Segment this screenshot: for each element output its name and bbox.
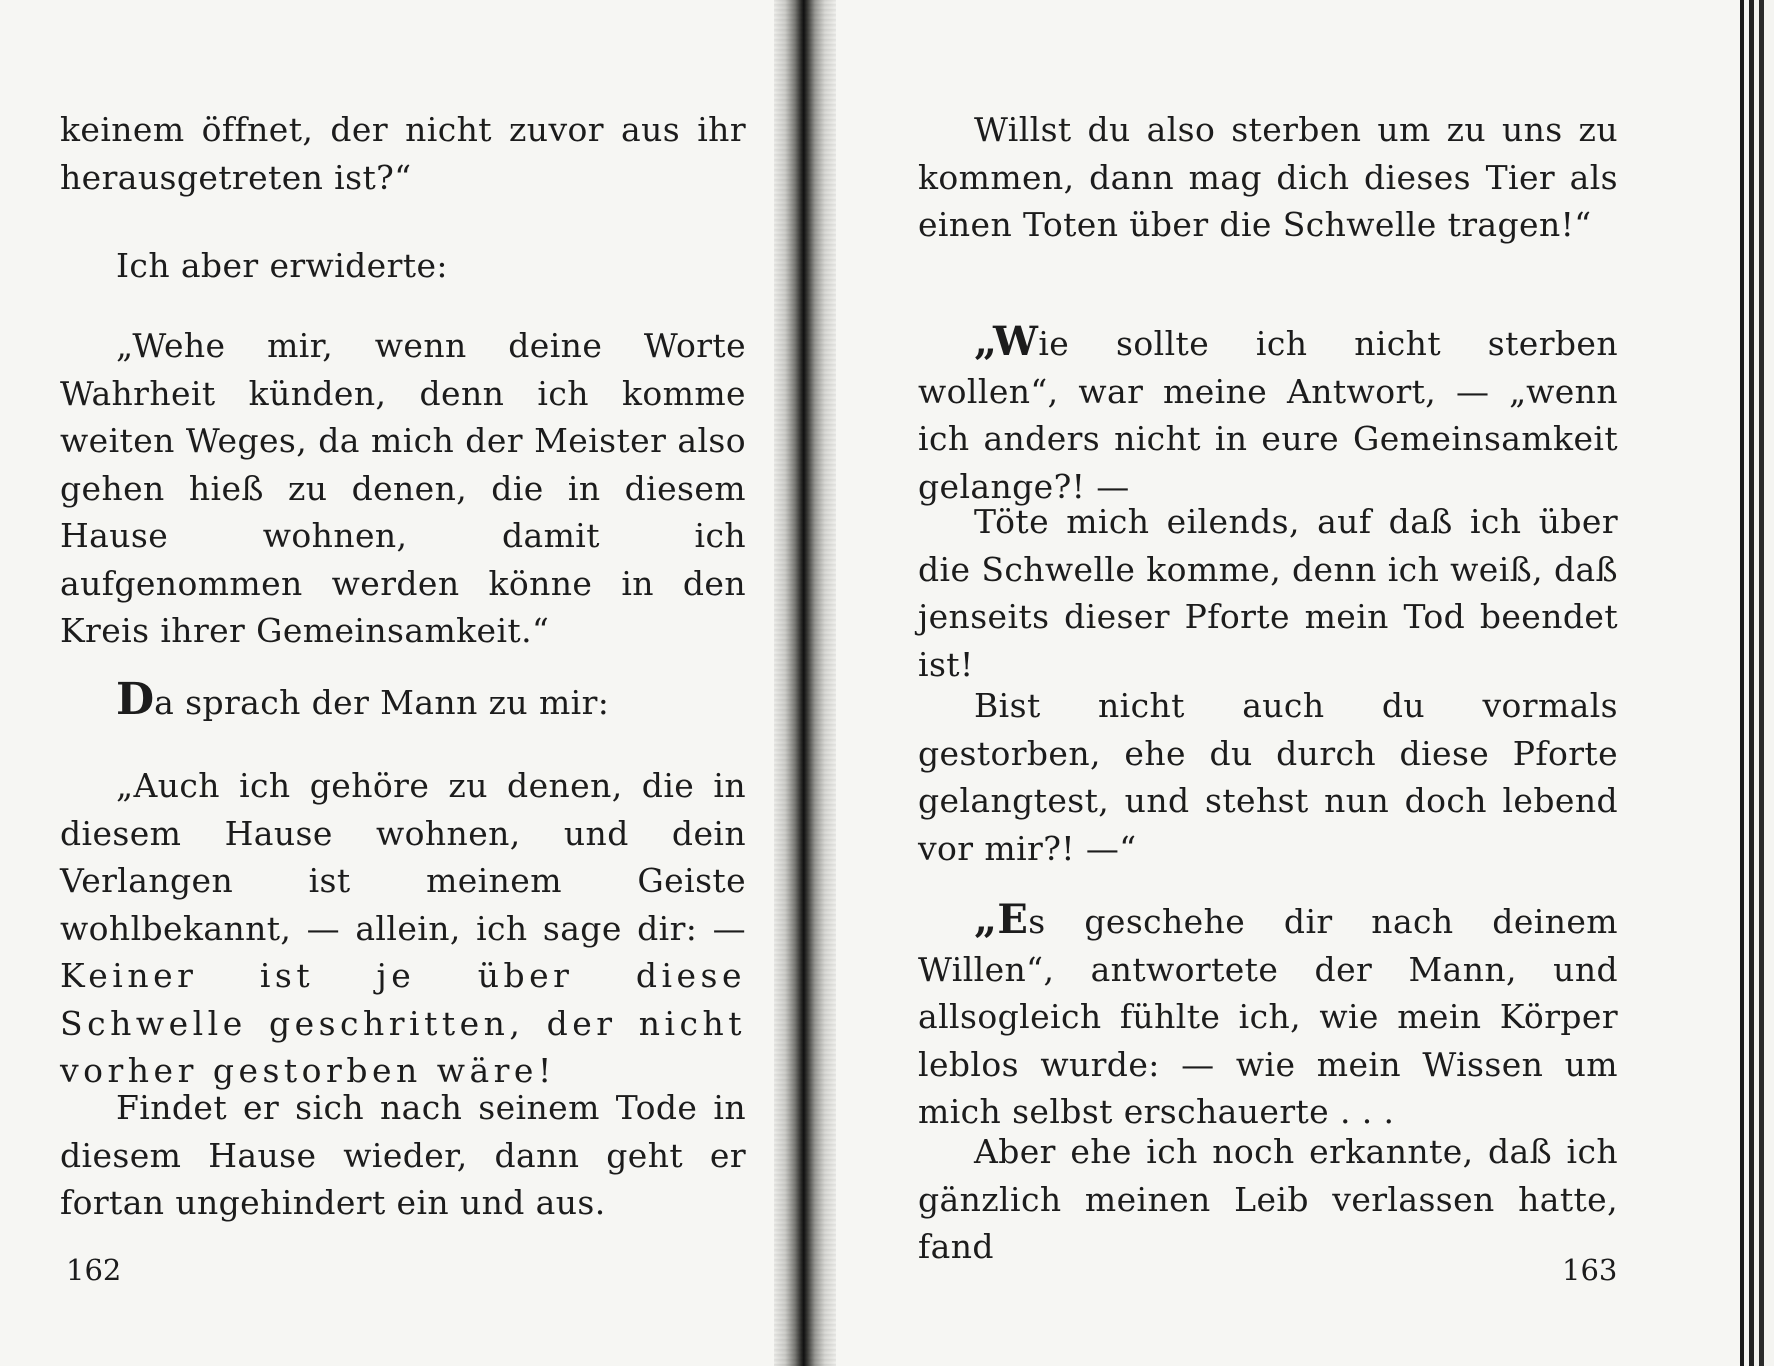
left-paragraph-3: „Wehe mir, wenn deine Worte Wahrheit künden, denn ich komme weiten Weges, da mich der Meister also gehen hieß zu denen, die in diesem Hause wohnen, damit ich aufgenommen werden könne in den Kreis ihrer Gemeinsamkeit.“ bbox=[60, 326, 746, 650]
right-paragraph-2-text: ie sollte ich nicht sterben wollen“, war meine Antwort, — „wenn ich anders nicht in eure Gemeinsamkeit gelange?! — bbox=[918, 324, 1618, 506]
left-para-2-block bbox=[60, 242, 746, 290]
left-para-6-block bbox=[60, 1084, 746, 1227]
right-paragraph-3: Töte mich eilends, auf daß ich über die Schwelle komme, denn ich weiß, daß jenseits dieser Pforte mein Tod beendet ist! bbox=[918, 502, 1618, 684]
page-edge-lines bbox=[1718, 0, 1774, 1366]
left-para-1-block bbox=[60, 106, 746, 201]
right-para-1-block bbox=[918, 106, 1618, 249]
right-paragraph-4: Bist nicht auch du vormals gestorben, ehe du durch diese Pforte gelangtest, und stehst nun doch lebend vor mir?! —“ bbox=[918, 686, 1618, 868]
left-page-number: 162 bbox=[66, 1253, 122, 1287]
left-para-3-block bbox=[60, 322, 746, 655]
right-para-3-block bbox=[918, 498, 1618, 688]
left-paragraph-6: Findet er sich nach seinem Tode in diesem Hause wieder, dann geht er fortan ungehindert ein und aus. bbox=[60, 1088, 746, 1222]
left-paragraph-2: Ich aber erwiderte: bbox=[116, 246, 448, 285]
right-para-5-block bbox=[918, 896, 1618, 1136]
right-initial-letter-2: „E bbox=[974, 896, 1029, 943]
right-page-number: 163 bbox=[1562, 1253, 1618, 1287]
left-paragraph-4-text: a sprach der Mann zu mir: bbox=[154, 683, 610, 722]
left-paragraph-4 bbox=[60, 676, 746, 727]
right-paragraph-5 bbox=[918, 896, 1618, 1136]
right-para-2-block bbox=[918, 318, 1618, 510]
right-paragraph-1: Willst du also sterben um zu uns zu kommen, dann mag dich dieses Tier als einen Toten über die Schwelle tragen!“ bbox=[918, 110, 1618, 244]
left-para-4-block bbox=[60, 676, 746, 727]
left-paragraph-5-text: „Auch ich gehöre zu denen, die in diesem Hause wohnen, und dein Verlangen ist meinem Geiste wohlbekannt, — allein, ich sage dir: — bbox=[60, 766, 746, 948]
right-para-6-block bbox=[918, 1128, 1618, 1271]
right-page bbox=[820, 0, 1774, 1366]
left-para-5-block bbox=[60, 762, 746, 1095]
right-para-4-block bbox=[918, 682, 1618, 872]
left-paragraph-1: keinem öffnet, der nicht zuvor aus ihr herausgetreten ist?“ bbox=[60, 110, 746, 197]
right-paragraph-2 bbox=[918, 318, 1618, 510]
right-paragraph-5-text: s geschehe dir nach deinem Willen“, antwortete der Mann, und allsogleich fühlte ich, wie mein Körper leblos wurde: — wie mein Wissen um mich selbst erschauerte . . . bbox=[918, 902, 1618, 1131]
left-page bbox=[0, 0, 790, 1366]
right-paragraph-6: Aber ehe ich noch erkannte, daß ich gänzlich meinen Leib verlassen hatte, fand bbox=[918, 1132, 1618, 1266]
left-initial-letter: D bbox=[116, 674, 155, 725]
right-initial-letter-1: „W bbox=[974, 318, 1039, 365]
left-paragraph-5-emphasis: Keiner ist je über diese Schwelle geschritten, der nicht vorher gestorben wäre! bbox=[60, 956, 746, 1090]
left-paragraph-5 bbox=[60, 762, 746, 1095]
